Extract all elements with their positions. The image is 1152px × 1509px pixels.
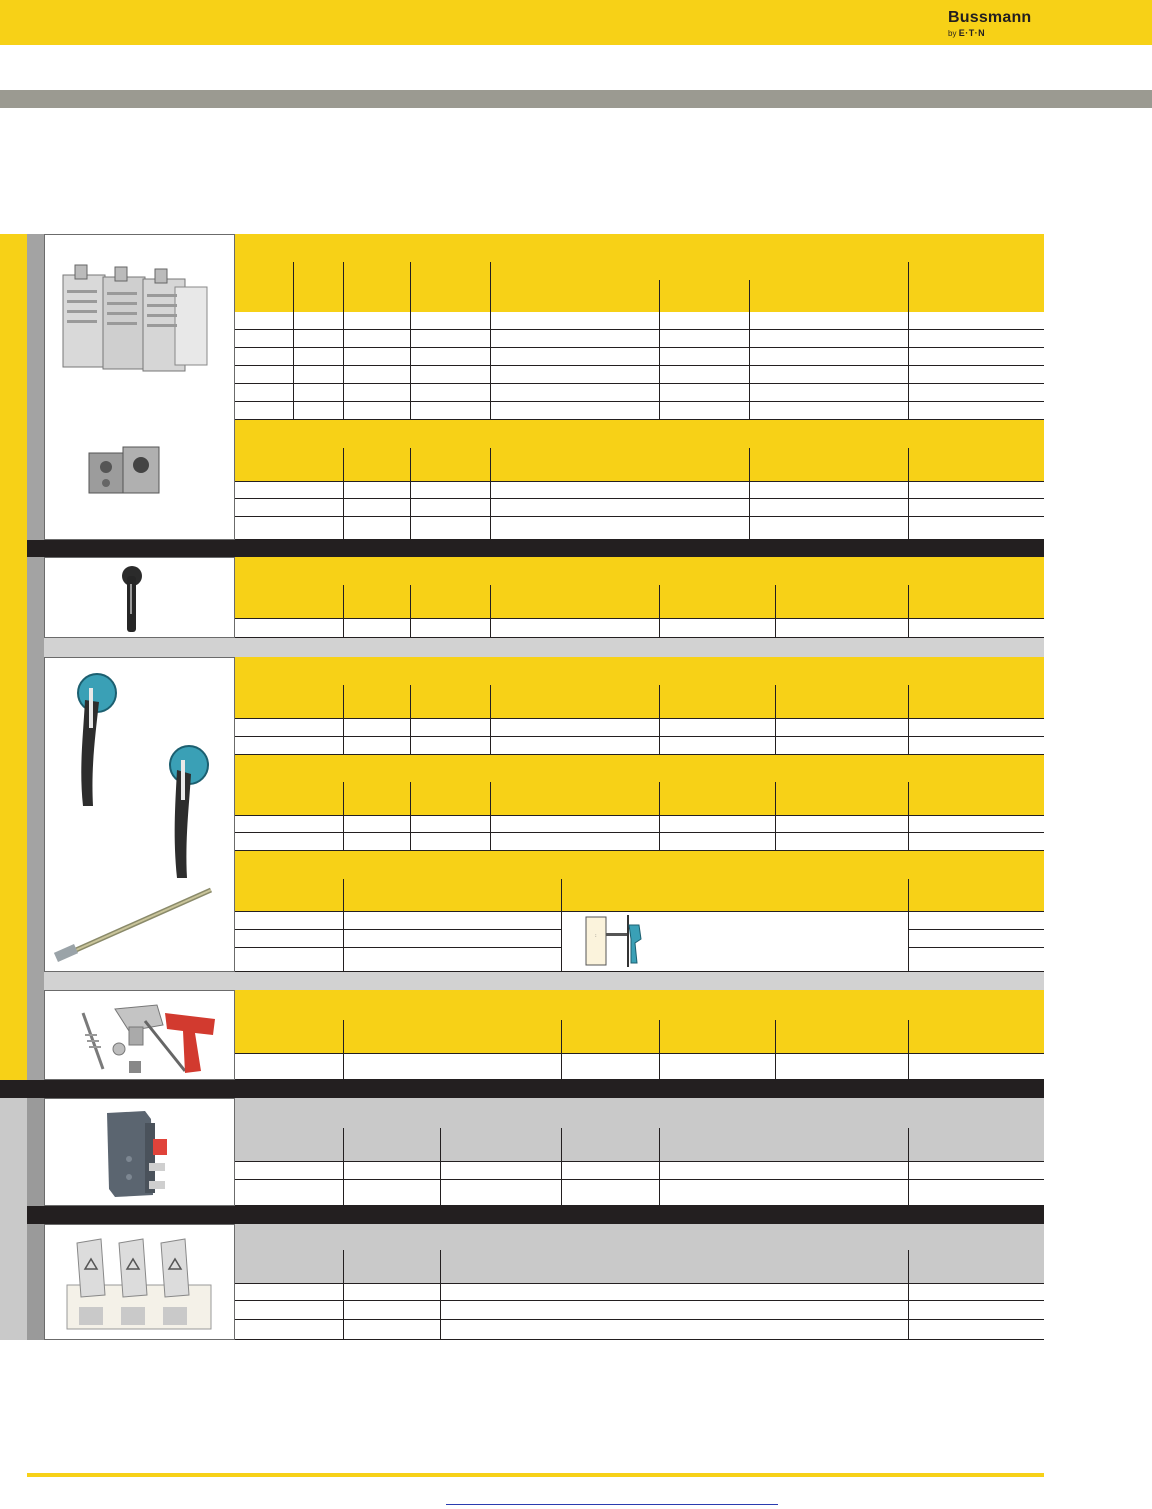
column-divider <box>490 312 491 420</box>
column-divider <box>908 1128 909 1161</box>
column-divider <box>440 1250 441 1283</box>
table-row <box>235 1053 1044 1080</box>
column-divider <box>908 879 909 911</box>
table-row <box>235 1283 1044 1301</box>
column-divider <box>293 312 294 420</box>
column-divider <box>343 618 344 638</box>
section-spacer <box>44 638 1044 657</box>
product-image-cell <box>44 234 235 540</box>
column-divider <box>410 685 411 718</box>
column-divider <box>343 782 344 815</box>
table-row <box>235 330 1044 348</box>
column-divider <box>908 1250 909 1283</box>
column-divider <box>659 1128 660 1161</box>
column-divider <box>908 481 909 540</box>
column-divider <box>561 1020 562 1053</box>
column-divider <box>908 1283 909 1340</box>
table-header <box>235 234 1044 312</box>
column-divider <box>775 1053 776 1080</box>
table-header <box>235 755 1044 815</box>
column-divider <box>293 262 294 312</box>
column-divider <box>908 262 909 312</box>
column-divider <box>561 1053 562 1080</box>
product-image-cell <box>44 657 235 972</box>
column-divider <box>343 879 344 911</box>
column-divider <box>908 448 909 481</box>
terminal-shroud-image <box>45 1225 234 1339</box>
column-divider <box>775 782 776 815</box>
table-row <box>235 737 1044 755</box>
table-header <box>235 1224 1044 1283</box>
column-divider <box>775 718 776 755</box>
table-row <box>235 833 1044 851</box>
section-divider-bar <box>0 90 1152 108</box>
side-tab-lightgrey <box>0 1098 27 1340</box>
column-divider <box>908 1053 909 1080</box>
brand-parent-text: E·T·N <box>958 28 986 38</box>
column-divider <box>490 718 491 755</box>
table-row <box>235 1301 1044 1320</box>
row-divider <box>235 947 561 948</box>
column-divider <box>343 815 344 851</box>
column-divider <box>343 1020 344 1053</box>
row-divider <box>908 929 1044 930</box>
table-row <box>235 1161 1044 1180</box>
brand-byline <box>948 28 985 38</box>
column-divider <box>659 782 660 815</box>
column-divider <box>908 585 909 618</box>
column-divider <box>749 280 750 312</box>
column-divider <box>410 262 411 312</box>
column-divider <box>490 815 491 851</box>
column-divider <box>561 1128 562 1161</box>
column-divider <box>410 481 411 540</box>
column-divider <box>908 312 909 420</box>
table-header <box>235 990 1044 1053</box>
section-bar <box>27 1206 1044 1224</box>
table-header <box>235 851 1044 911</box>
column-divider <box>343 448 344 481</box>
footer-rule <box>27 1473 1044 1477</box>
column-divider <box>749 312 750 420</box>
column-divider <box>659 1053 660 1080</box>
column-divider <box>490 585 491 618</box>
column-divider <box>659 815 660 851</box>
column-divider <box>490 782 491 815</box>
column-divider <box>343 911 344 972</box>
section-bar <box>0 1080 1044 1098</box>
column-divider <box>908 911 909 972</box>
auxiliary-contact-image <box>45 1099 234 1205</box>
footer-link-underline[interactable] <box>446 1504 778 1505</box>
column-divider <box>908 685 909 718</box>
product-image-cell <box>44 1224 235 1340</box>
table-row <box>235 348 1044 366</box>
column-divider <box>343 481 344 540</box>
column-divider <box>659 718 660 755</box>
black-handle-image <box>45 558 234 637</box>
fusible-switch-image <box>45 235 234 539</box>
table-row <box>235 481 1044 499</box>
table-row <box>235 1180 1044 1206</box>
column-divider <box>775 1020 776 1053</box>
column-divider <box>908 718 909 755</box>
table-row <box>235 402 1044 420</box>
table-row <box>235 499 1044 517</box>
column-divider <box>908 1161 909 1206</box>
table-row <box>235 312 1044 330</box>
column-divider <box>775 585 776 618</box>
column-divider <box>343 685 344 718</box>
table-row <box>235 618 1044 638</box>
table-row <box>235 366 1044 384</box>
column-divider <box>343 1250 344 1283</box>
table-row <box>235 815 1044 833</box>
column-divider <box>410 815 411 851</box>
column-divider <box>749 448 750 481</box>
table-header <box>235 657 1044 718</box>
product-image-cell <box>44 990 235 1080</box>
column-divider <box>659 585 660 618</box>
svg-text::: : <box>595 933 597 939</box>
column-divider <box>410 782 411 815</box>
column-divider <box>775 685 776 718</box>
column-divider <box>659 618 660 638</box>
column-divider <box>775 618 776 638</box>
column-divider <box>561 911 562 972</box>
column-divider <box>659 1161 660 1206</box>
section-bar <box>27 540 1044 557</box>
column-divider <box>490 448 491 481</box>
table-row <box>235 1320 1044 1340</box>
column-divider <box>343 585 344 618</box>
table-header <box>235 1098 1044 1161</box>
column-divider <box>908 618 909 638</box>
column-divider <box>410 718 411 755</box>
table-row <box>235 718 1044 737</box>
column-divider <box>343 1161 344 1206</box>
side-tab-grey <box>27 557 44 1080</box>
column-divider <box>908 1020 909 1053</box>
brand-by-text: by <box>948 29 957 38</box>
column-divider <box>659 280 660 312</box>
column-divider <box>490 618 491 638</box>
column-divider <box>410 585 411 618</box>
column-divider <box>410 448 411 481</box>
column-divider <box>490 685 491 718</box>
column-divider <box>440 1161 441 1206</box>
section-spacer <box>44 972 1044 990</box>
column-divider <box>410 618 411 638</box>
handle-mounting-diagram <box>585 913 645 969</box>
column-divider <box>908 815 909 851</box>
column-divider <box>343 1053 344 1080</box>
column-divider <box>659 685 660 718</box>
column-divider <box>749 481 750 540</box>
brand-logo: Bussmann <box>948 9 1032 26</box>
product-image-cell <box>44 557 235 638</box>
product-image-cell <box>44 1098 235 1206</box>
table-row <box>235 517 1044 540</box>
side-tab-yellow <box>0 234 27 1080</box>
column-divider <box>561 1161 562 1206</box>
table-header <box>235 557 1044 618</box>
column-divider <box>440 1283 441 1340</box>
column-divider <box>343 718 344 755</box>
row-divider <box>908 947 1044 948</box>
blue-handle-image <box>45 658 234 971</box>
column-divider <box>343 1128 344 1161</box>
table-header <box>235 420 1044 481</box>
side-tab-grey <box>27 234 44 540</box>
table-row <box>235 384 1044 402</box>
column-divider <box>410 312 411 420</box>
column-divider <box>440 1128 441 1161</box>
row-divider <box>235 929 561 930</box>
column-divider <box>343 262 344 312</box>
interlock-kit-image <box>45 991 234 1079</box>
column-divider <box>490 262 491 312</box>
column-divider <box>343 1283 344 1340</box>
column-divider <box>659 1020 660 1053</box>
column-divider <box>908 782 909 815</box>
column-divider <box>561 879 562 911</box>
column-divider <box>659 312 660 420</box>
column-divider <box>775 815 776 851</box>
column-divider <box>490 481 491 540</box>
column-divider <box>343 312 344 420</box>
